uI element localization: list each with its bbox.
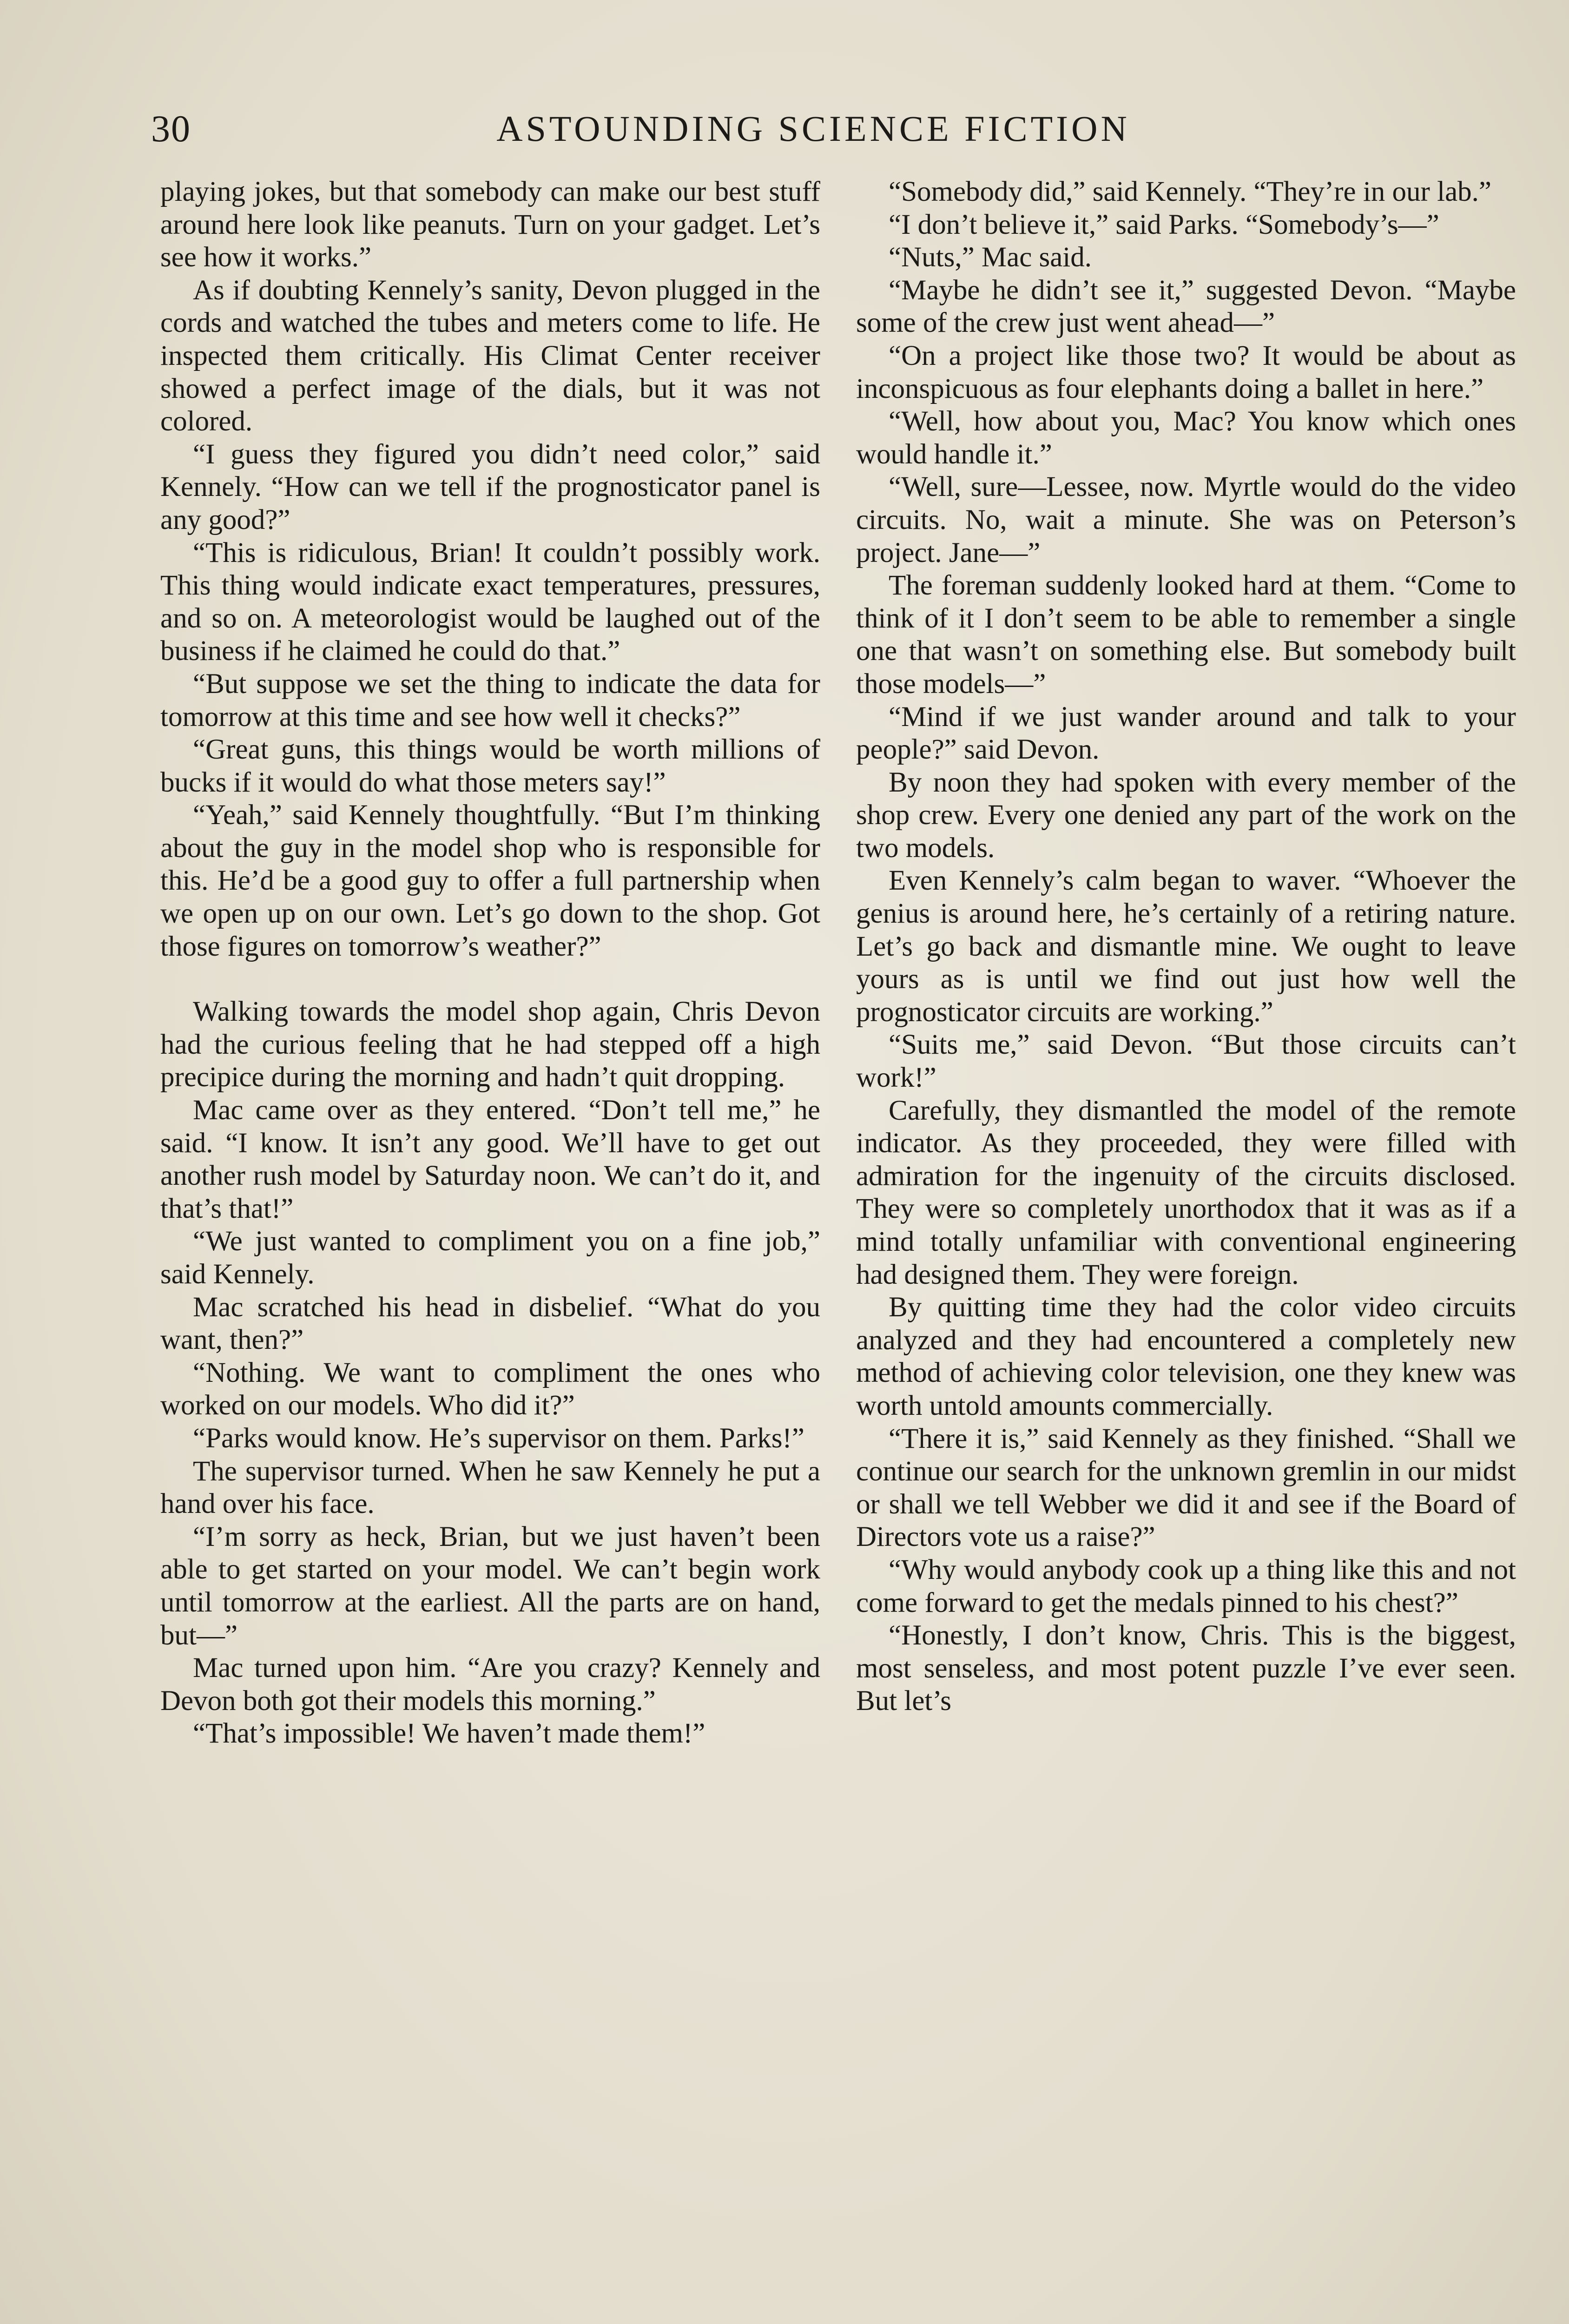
paragraph: “Yeah,” said Kennely thoughtfully. “But I’m thinking about the guy in the model shop who is responsible for this. He’d be a good guy to offer a full partnership when we open up on our own. Let’s go down to the shop. Got those figures on tomorrow’s weather?”	[160, 799, 820, 962]
paragraph: “Somebody did,” said Kennely. “They’re in our lab.”	[889, 176, 1491, 207]
paragraph: “Well, sure—Lessee, now. Myrtle would do the video circuits. No, wait a minute. She was on Peterson’s project. Jane—”	[856, 471, 1516, 568]
paragraph: “Parks would know. He’s supervisor on them. Parks!”	[193, 1422, 804, 1454]
paragraph: “Great guns, this things would be worth millions of bucks if it would do what those meters say!”	[160, 734, 820, 798]
paragraph: playing jokes, but that somebody can make our best stuff around here look like peanuts. Turn on your gadget. Let’s see how it works.”	[160, 176, 820, 273]
paragraph: “That’s impossible! We haven’t made them!”	[193, 1718, 705, 1750]
paragraph: The supervisor turned. When he saw Kennely he put a hand over his face.	[160, 1455, 820, 1520]
paragraph: “Maybe he didn’t see it,” suggested Devon. “Maybe some of the crew just went ahead—”	[856, 274, 1516, 339]
magazine-title: ASTOUNDING SCIENCE FICTION	[496, 108, 1130, 149]
page-header	[151, 103, 1448, 154]
paragraph: “I don’t believe it,” said Parks. “Somebody’s—”	[889, 209, 1439, 240]
paragraph: Mac turned upon him. “Are you crazy? Kennely and Devon both got their models this morning.”	[160, 1652, 820, 1717]
paragraph: “On a project like those two? It would be about as inconspicuous as four elephants doing a ballet in here.”	[856, 340, 1516, 404]
paragraph: Even Kennely’s calm began to waver. “Whoever the genius is around here, he’s certainly of a retiring nature. Let’s go back and dismantle mine. We ought to leave yours as is until we find out just how well the prognosticator circuits are working.”	[856, 865, 1516, 1028]
paragraph: “Well, how about you, Mac? You know which ones would handle it.”	[856, 406, 1516, 470]
paragraph: By quitting time they had the color video circuits analyzed and they had encountered a completely new method of achieving color television, one they knew was worth untold amounts commercially.	[856, 1292, 1516, 1421]
paragraph: “This is ridiculous, Brian! It couldn’t possibly work. This thing would indicate exact temperatures, pressures, and so on. A meteorologist would be laughed out of the business if he claimed he could do that.”	[160, 537, 820, 667]
paragraph: “I guess they figured you didn’t need color,” said Kennely. “How can we tell if the prognosticator panel is any good?”	[160, 438, 820, 535]
paragraph: The foreman suddenly looked hard at them. “Come to think of it I don’t seem to be able to remember a single one that wasn’t on something else. But somebody built those models—”	[856, 570, 1516, 700]
paragraph: “We just wanted to compliment you on a fine job,” said Kennely.	[160, 1226, 820, 1290]
page-number: 30	[151, 107, 191, 150]
paragraph: “But suppose we set the thing to indicate the data for tomorrow at this time and see how well it checks?”	[160, 668, 820, 733]
paragraph: “I’m sorry as heck, Brian, but we just haven’t been able to get started on your model. We can’t begin work until tomorrow at the earliest. All the parts are on hand, but—”	[160, 1521, 820, 1651]
paragraph: “Suits me,” said Devon. “But those circuits can’t work!”	[856, 1029, 1516, 1094]
paragraph: “Nothing. We want to compliment the ones who worked on our models. Who did it?”	[160, 1357, 820, 1421]
left-column	[160, 176, 820, 1750]
paragraph: Carefully, they dismantled the model of the remote indicator. As they proceeded, they were filled with admiration for the ingenuity of the circuits disclosed. They were so completely unorthodox that it was as if a mind totally unfamiliar with conventional engineering had designed them. They were foreign.	[856, 1095, 1516, 1290]
paragraph: Mac scratched his head in disbelief. “What do you want, then?”	[160, 1291, 820, 1356]
paragraph: “There it is,” said Kennely as they finished. “Shall we continue our search for the unknown gremlin in our midst or shall we tell Webber we did it and see if the Board of Directors vote us a raise?”	[856, 1423, 1516, 1553]
paragraph: “Why would anybody cook up a thing like this and not come forward to get the medals pinned to his chest?”	[856, 1554, 1516, 1618]
paragraph: “Honestly, I don’t know, Chris. This is the biggest, most senseless, and most potent puzzle I’ve ever seen. But let’s	[856, 1620, 1516, 1717]
right-column	[856, 176, 1516, 1718]
paragraph: “Nuts,” Mac said.	[889, 242, 1092, 273]
paragraph: “Mind if we just wander around and talk to your people?” said Devon.	[856, 701, 1516, 766]
paragraph: Walking towards the model shop again, Chris Devon had the curious feeling that he had stepped off a high precipice during the morning and hadn’t quit dropping.	[160, 996, 820, 1093]
paragraph: Mac came over as they entered. “Don’t tell me,” he said. “I know. It isn’t any good. We’ll have to get out another rush model by Saturday noon. We can’t do it, and that’s that!”	[160, 1095, 820, 1224]
paragraph: As if doubting Kennely’s sanity, Devon plugged in the cords and watched the tubes and meters come to life. He inspected them critically. His Climat Center receiver showed a perfect image of the dials, but it was not colored.	[160, 274, 820, 437]
paragraph: By noon they had spoken with every member of the shop crew. Every one denied any part of the work on the two models.	[856, 766, 1516, 864]
